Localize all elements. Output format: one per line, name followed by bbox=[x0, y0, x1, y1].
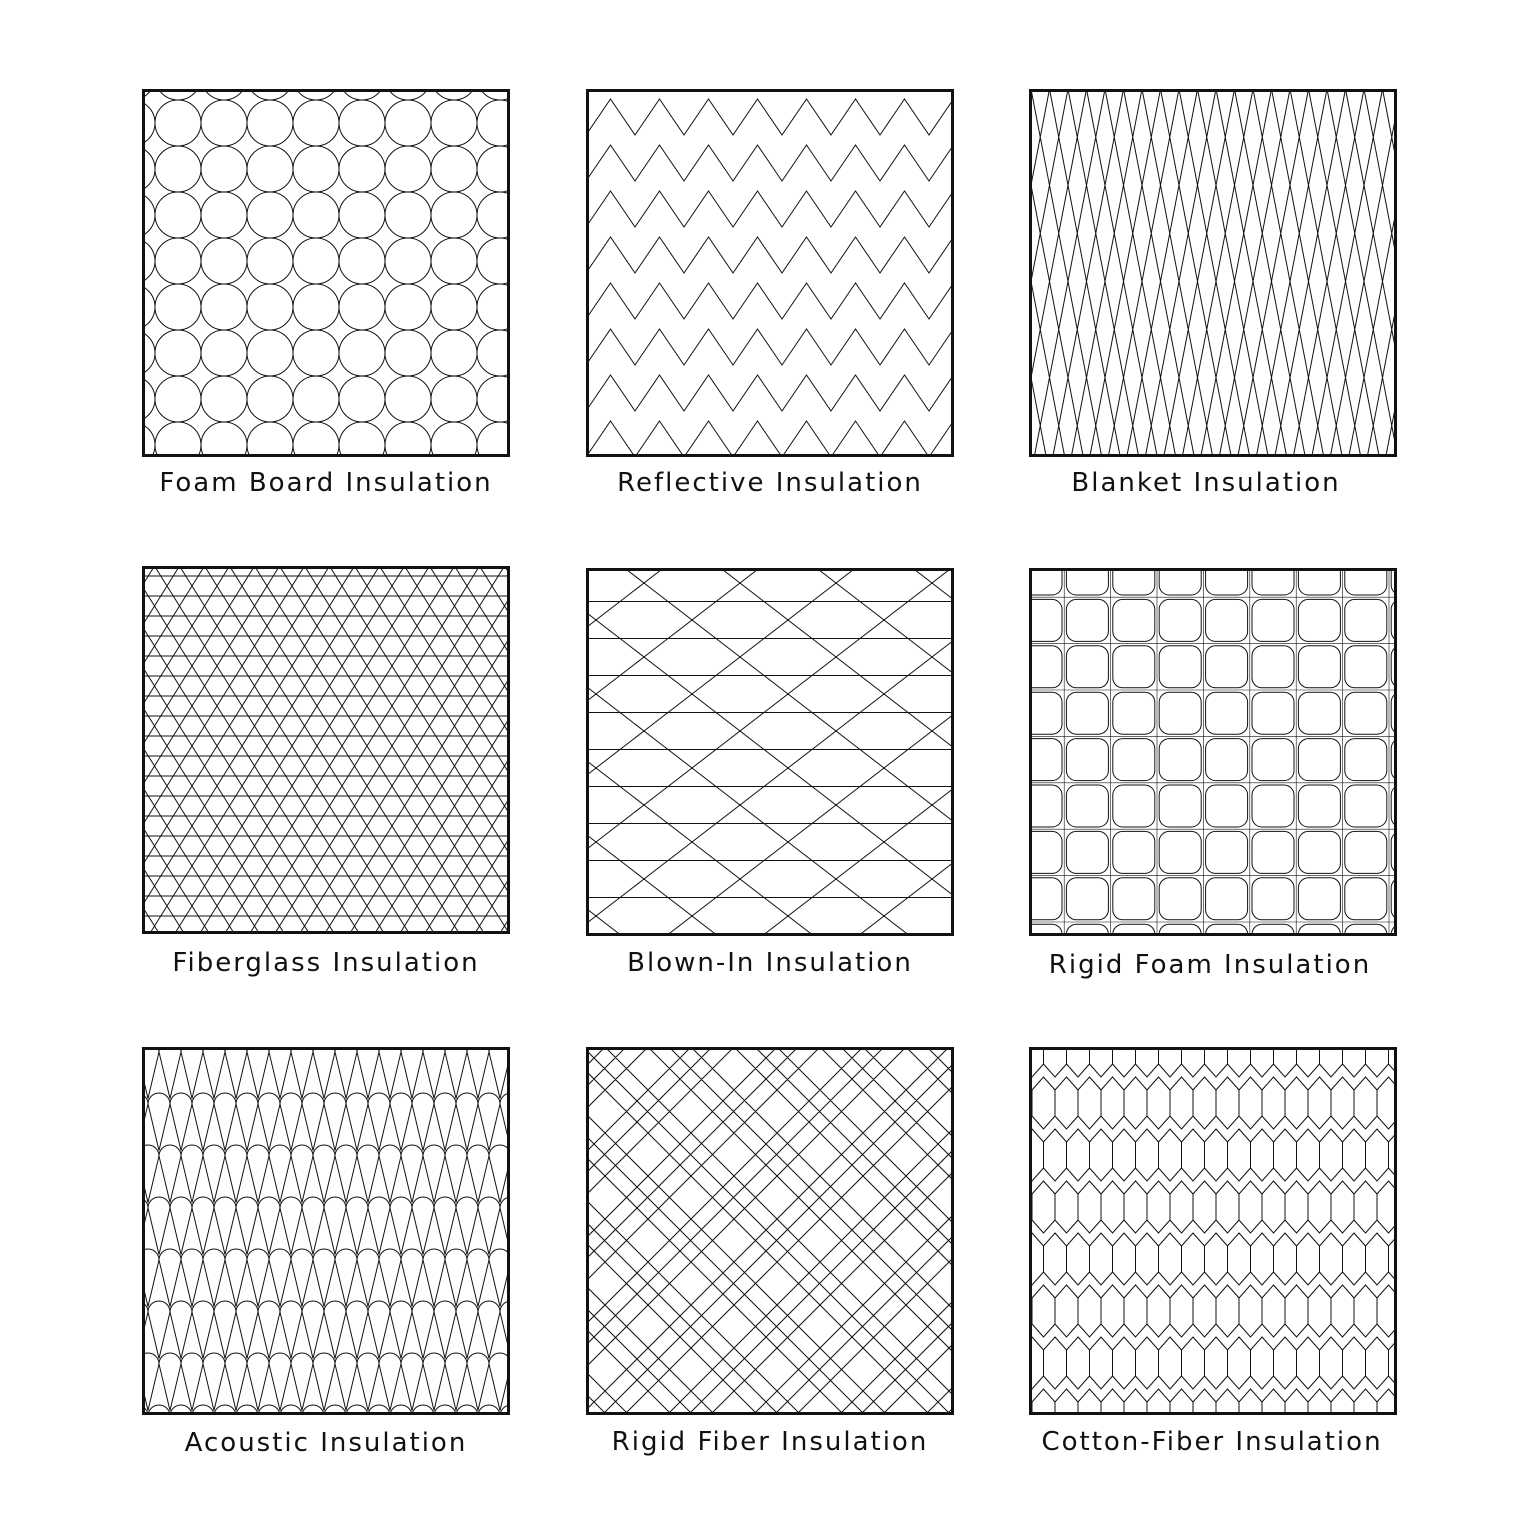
zigzag-pattern bbox=[586, 89, 954, 457]
elongated-hexagon-pattern bbox=[1029, 1047, 1397, 1415]
caption-blanket: Blanket Insulation bbox=[1071, 468, 1341, 498]
swatch-foam-board bbox=[142, 89, 510, 457]
swatch-blown-in bbox=[586, 568, 954, 936]
rounded-square-pattern bbox=[1029, 568, 1397, 936]
caption-blown-in: Blown-In Insulation bbox=[627, 948, 913, 978]
caption-rigid-fiber: Rigid Fiber Insulation bbox=[611, 1427, 929, 1457]
caption-reflective: Reflective Insulation bbox=[617, 468, 923, 498]
teardrop-pattern bbox=[142, 1047, 510, 1415]
swatch-fiberglass bbox=[142, 566, 510, 934]
caption-foam-board: Foam Board Insulation bbox=[159, 468, 493, 498]
caption-rigid-foam: Rigid Foam Insulation bbox=[1048, 950, 1372, 980]
large-hexagon-pattern bbox=[586, 568, 954, 936]
circles-pattern bbox=[142, 89, 510, 457]
caption-acoustic: Acoustic Insulation bbox=[184, 1428, 468, 1458]
crossing-diagonals-pattern bbox=[586, 1047, 954, 1415]
swatch-acoustic bbox=[142, 1047, 510, 1415]
swatch-reflective bbox=[586, 89, 954, 457]
diamond-lattice-pattern bbox=[1029, 89, 1397, 457]
swatch-blanket bbox=[1029, 89, 1397, 457]
caption-fiberglass: Fiberglass Insulation bbox=[172, 948, 480, 978]
caption-cotton-fiber: Cotton-Fiber Insulation bbox=[1041, 1427, 1383, 1457]
swatch-rigid-foam bbox=[1029, 568, 1397, 936]
swatch-cotton-fiber bbox=[1029, 1047, 1397, 1415]
swatch-rigid-fiber bbox=[586, 1047, 954, 1415]
small-hexagon-pattern bbox=[142, 566, 510, 934]
